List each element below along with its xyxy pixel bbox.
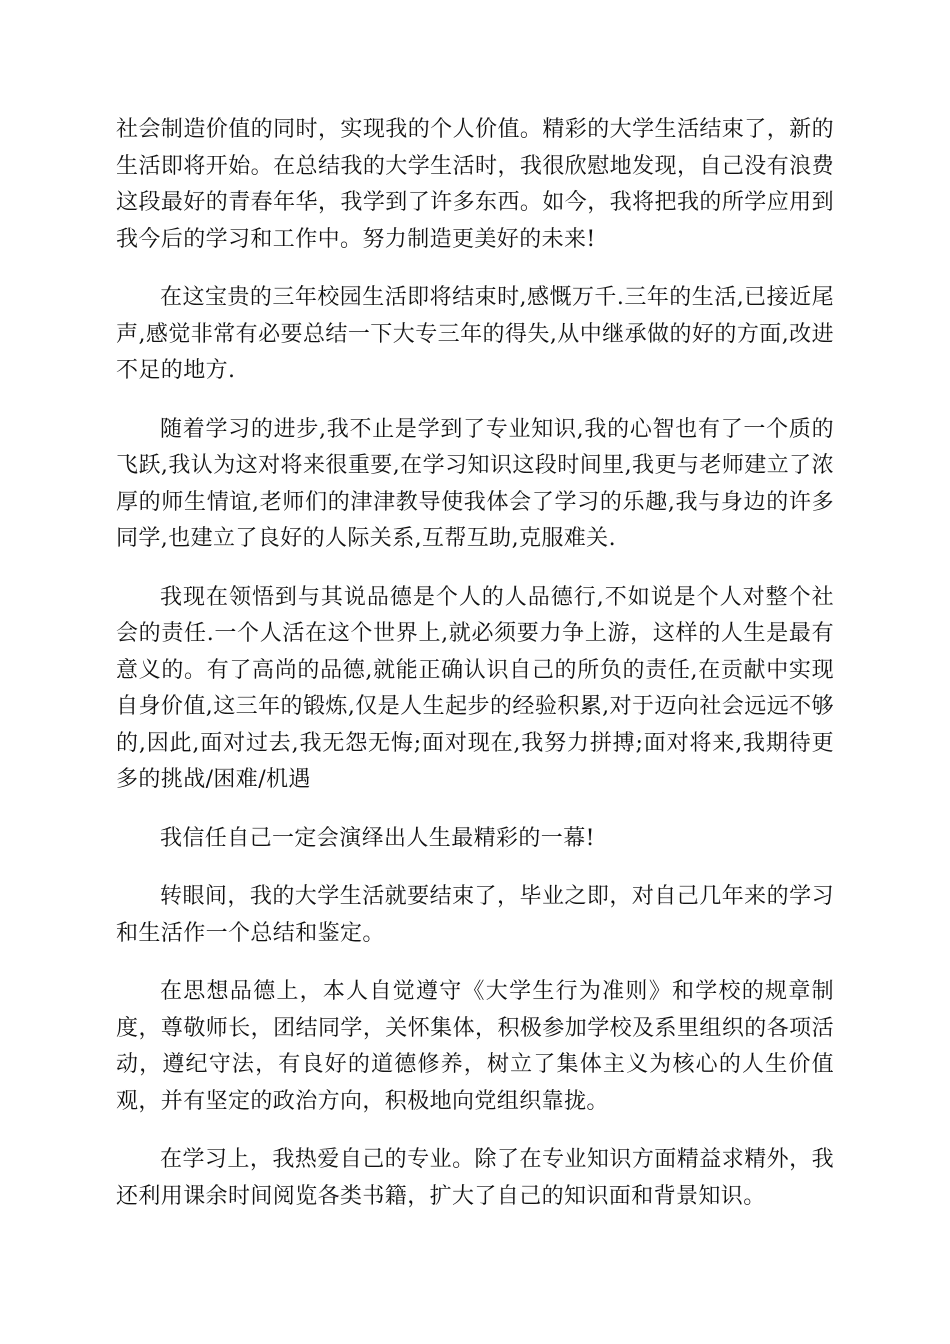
paragraph-7: 在思想品德上，本人自觉遵守《大学生行为准则》和学校的规章制度，尊敬师长，团结同学，关怀集体，积极参加学校及系里组织的各项活动，遵纪守法，有良好的道德修养，树立了集体主义为核心的人生价值观，并有坚定的政治方向，积极地向党组织靠拢。: [116, 979, 834, 1114]
paragraph-2: 在这宝贵的三年校园生活即将结束时,感慨万千.三年的生活,已接近尾声,感觉非常有必要总结一下大专三年的得失,从中继承做的好的方面,改进不足的地方.: [116, 285, 834, 383]
paragraph-3: 随着学习的进步,我不止是学到了专业知识,我的心智也有了一个质的飞跃,我认为这对将来很重要,在学习知识这段时间里,我更与老师建立了浓厚的师生情谊,老师们的津津教导使我体会了学习的乐趣,我与身边的许多同学,也建立了良好的人际关系,互帮互助,克服难关.: [116, 416, 834, 551]
paragraph-8: 在学习上，我热爱自己的专业。除了在专业知识方面精益求精外，我还利用课余时间阅览各类书籍，扩大了自己的知识面和背景知识。: [116, 1147, 834, 1209]
paragraph-4: 我现在领悟到与其说品德是个人的人品德行,不如说是个人对整个社会的责任.一个人活在这个世界上,就必须要力争上游，这样的人生是最有意义的。有了高尚的品德,就能正确认识自己的所负的责任,在贡献中实现自身价值,这三年的锻炼,仅是人生起步的经验积累,对于迈向社会远远不够的,因此,面对过去,我无怨无悔;面对现在,我努力拼搏;面对将来,我期待更多的挑战/困难/机遇: [116, 584, 834, 792]
paragraph-6: 转眼间，我的大学生活就要结束了，毕业之即，对自己几年来的学习和生活作一个总结和鉴定。: [116, 884, 834, 946]
paragraph-1: 社会制造价值的同时，实现我的个人价值。精彩的大学生活结束了，新的生活即将开始。在总结我的大学生活时，我很欣慰地发现，自己没有浪费这段最好的青春年华，我学到了许多东西。如今，我将把我的所学应用到我今后的学习和工作中。努力制造更美好的未来!: [116, 117, 834, 252]
document-page: [116, 112, 834, 1237]
paragraph-5: 我信任自己一定会演绎出人生最精彩的一幕!: [160, 825, 595, 851]
